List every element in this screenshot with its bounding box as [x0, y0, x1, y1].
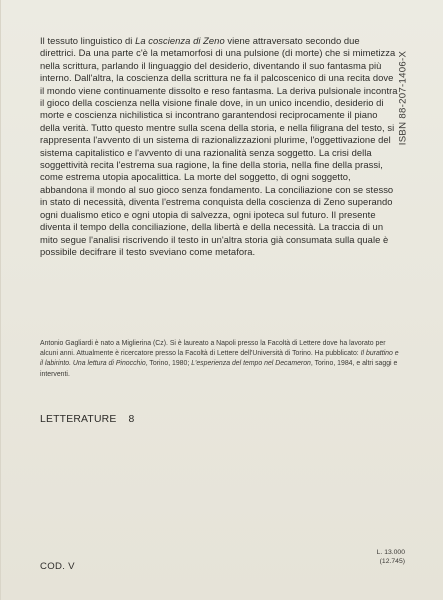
series-name: LETTERATURE	[40, 414, 117, 425]
bio-text-3: , Torino, 1984, e altri saggi e interventi.	[40, 360, 398, 378]
product-code: COD. V	[40, 561, 75, 572]
price-lire: L. 13.000	[376, 549, 405, 556]
blurb-text-1: Il tessuto linguistico di	[40, 35, 136, 46]
isbn-block	[393, 38, 413, 158]
series-label	[40, 414, 134, 425]
blurb-novel-title: La coscienza di Zeno	[135, 35, 225, 46]
bio-text-1: Antonio Gagliardi è nato a Miglierina (Cz). Si è laureato a Napoli presso la Facoltà di Lettere dove ha lavorato per alcuni anni. Attualmente è ricercatore presso la Facoltà di Lettere dell'Università di Torino. Ha pubblicato:	[40, 340, 386, 358]
bio-book-title-1: Il burattino e il labirinto. Una lettura di Pinocchio	[40, 350, 399, 368]
back-cover-blurb	[40, 35, 398, 258]
isbn-code: ISBN 88-207-1406-X	[397, 50, 409, 146]
price-sub: (12.745)	[379, 558, 405, 565]
author-bio	[40, 339, 400, 380]
bio-book-title-2: L'esperienza del tempo nel Decameron	[191, 360, 311, 368]
blurb-text-2: viene attraversato secondo due direttrici. Da una parte c'è la metamorfosi di una pulsione (di morte) che si mimetizza nella scrittura, parlando il linguaggio del desiderio, diventando il suo fantasma più interno. Dall'altra, la coscienza della scrittura ne fa il palcoscenico di una recita dove il mondo viene continuamente dissolto e reso fantasma. La deriva pulsionale incontra il gioco della coscienza nella visione finale dove, in un unico incendio, desiderio di morte e coscienza nichilistica si incontrano garantendosi reciprocamente il piano della verità. Tutto questo mentre sulla scena della storia, e nella filigrana del testo, si rappresenta l'avvento di un sistema di razionalizzazioni plurime, l'oggettivazione del sistema capitalistico e l'avvento di una razionalità senza soggetto. La crisi della soggettività recita l'estrema sua ragione, la fine della storia, nella fine della prassi, come estrema utopia apocalittica. La morte del soggetto, di ogni soggetto, abbandona il mondo al suo gioco senza fondamento. La conciliazione con se stesso in stato di necessità, diventa l'estrema conquista della coscienza di Zeno superando ogni dualismo etico e ogni utopia di salvezza, ogni ipoteca sul futuro. Il presente diventa il tempo della conciliazione, della libertà e della necessità. La traccia di un mito segue l'analisi riscrivendo il testo in un'altra storia già consumata sulla quale è possibile decifrare il testo sveviano come metafora.	[40, 35, 398, 257]
series-number: 8	[128, 414, 135, 425]
bio-text-2: , Torino, 1980;	[145, 360, 192, 368]
price-block	[377, 548, 405, 566]
